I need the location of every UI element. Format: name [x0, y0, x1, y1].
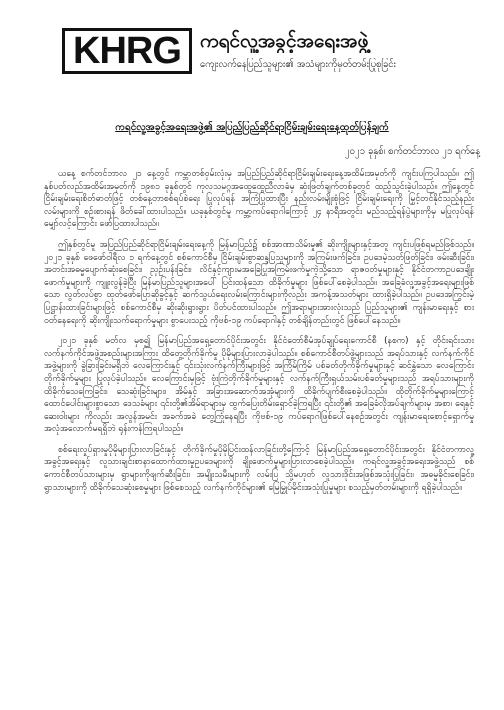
paragraph: စစ်ရေးလှုပ်ရှားမှုပိုမိုများပြားလာခြင်းနှင့် တိုက်ခိုက်မှုပိုမိုပြင်းထန်လာခြင်းတို့ကြောင့် မြန်မာပြည်အရှေ့တောင်ပိုင်းအတွင်း နိုင်ငံတကာလူ့အခွင့်အရေးနှင့် လူသားချင်းစာနာထောက်ထားမှုဥပဒေများကို ချိုးဖောက်မှုများပြားလာစေခဲ့ပါသည်။ ကရင်လူ့အခွင့်အရေးအဖွဲ့သည် စစ်ကောင်စီတပ်သားများမှ ရွာများကိုဖျက်ဆီးခြင်း၊ အမျိုးသမီးများကို လမ်းပြ သို့မဟုတ် လူသားဒိုင်းအဖြစ်အသုံးပြုခြင်း၊ အဓမ္မခိုင်းစေခြင်း၊ ရွာသားများကို ထိခိုက်သေဆုံးစေမှုများ ဖြစ်စေသည့် လက်နက်ကိုင်များ၏ မြေမြှုပ်မိုင်းအသုံးပြုမှုများ စသည့်မှတ်တမ်းများကို ရရှိခဲ့ပါသည်။: [44, 444, 474, 493]
logo-text: KHRG: [73, 30, 181, 72]
statement-body: [44, 168, 474, 502]
organization-name: ကရင်လူ့အခွင့်အရေးအဖွဲ့: [200, 30, 369, 52]
letterhead: [62, 28, 462, 76]
khrg-logo: [62, 28, 192, 74]
statement-date: ၂၀၂၁ ခုနှစ်၊ စက်တင်ဘာလ ၂၁ ရက်နေ့: [344, 146, 480, 157]
paragraph: ယနေ့ စက်တင်ဘာလ ၂၁ နေ့တွင် ကမ္ဘာတစ်ဝှမ်းလုံးမှ အပြည်ပြည်ဆိုင်ရာငြိမ်းချမ်းရေးနေ့အထိမ်းအမှတ်ကို ကျင်းပကြပါသည်။ ဤနှစ်ပတ်လည်အထိမ်းအမှတ်ကို ၁၉၈၁ ခုနှစ်တွင် ကုလသမဂ္ဂအထွေထွေညီလာခံမှ ဆုံးဖြတ်ချက်တစ်ခုတွင် ထည့်သွင်းခဲ့ပါသည်။ ဤနေ့တွင် ငြိမ်းချမ်းရေးစိတ်ဓာတ်ဖြင့် တစ်နေ့တာစစ်ရပ်စဲရေး ပြုလုပ်ရန် အကြံပြုထားပြီး နည်းလမ်းမျိုးစုံဖြင့် ငြိမ်းချမ်းရေးကို မြှင့်တင်နိုင်သည့်နည်းလမ်းများကို စဉ်းစားရန် ဖိတ်ခေါ်ထားပါသည်။ ယခုနှစ်တွင်မူ ကမ္ဘာ့ကပ်ရောဂါကြောင့် ၂၄ နာရီအတွင်း မည်သည့်ရန်ပွဲများကိုမှ မပြုလုပ်ရန် မျှော်လင့်ကြောင်း ဖော်ပြထားပါသည်။: [44, 169, 474, 230]
paragraph: ၂၀၂၁ ခုနှစ် မတ်လ မှစ၍ မြန်မာပြည်အရှေ့တောင်ပိုင်းအတွင်း နိုင်ငံတော်စီမံအုပ်ချုပ်ရေးကောင်စီ (နစက) နှင့် တိုင်းရင်းသား လက်နက်ကိုင်အဖွဲ့အစည်းများအကြား ထိတွေ့တိုက်ခိုက်မှု ပိုမိုများပြားလာခဲ့ပါသည်။ စစ်ကောင်စီတပ်ဖွဲ့များသည် အရပ်သားနှင့် လက်နက်ကိုင်အဖွဲ့များကို ခွဲခြားခြင်းမရှိဘဲ လေကြောင်းနှင့် ၎င်းသုံးလက်နက်ကြီးများဖြင့် အကြိမ်ကြိမ် ပစ်ခတ်တိုက်ခိုက်မှုများနှင့် ဆင်နွှဲသော လေကြောင်းတိုက်ခိုက်မှုများ ပြုလုပ်ခဲ့ပါသည်။ လေကြောင်းမှဖြင့် ဗုံးကြဲတိုက်ခိုက်မှုများနှင့် လက်နက်ကြီးရှယ်သမ်းပစ်ခတ်မှုများသည် အရပ်သားများကို ထိခိုက်သေကြေခြင်း၊ သေဆုံးခြင်းများ၊ အိမ်နှင့် အခြားအဆောက်အအုံများကို ထိခိုက်ပျက်စီးစေခဲ့ပါသည်။ ထိုတိုက်ခိုက်မှုများကြောင့် ထောင်ပေါင်းများစွာသော ဒေသခံများ ၎င်းတို့၏အိမ်ရာများမှ ထွက်ပြေးတိမ်းရှောင်ခဲ့ကြရပြီး ၎င်းတို့၏ အခြေခံလိုအပ်ချက်များမှ အစာ၊ ရေနှင့် ဆေးဝါးများ ကိုလည်း အလွန်အမင်း အခက်အခဲ တွေ့ကြုံနေရပြီး ကိုဗစ်-၁၉ ကပ်ရောဂါဖြစ်ပေါ်နေစဉ်အတွင်း ကျန်းမာရေးစောင့်ရှောက်မှု အလုံအလောက်မရရှိဘဲ ရုန်းကန်ကြရပါသည်။: [44, 336, 475, 435]
statement-title: ကရင်လူ့အခွင့်အရေးအဖွဲ့၏ အပြည်ပြည်ဆိုင်ရာငြိမ်းချမ်းရေးနေ့ထုတ်ပြန်ချက်: [115, 122, 389, 133]
paragraph: ဤနှစ်တွင်မူ အပြည်ပြည်ဆိုင်ရာငြိမ်းချမ်းရေးနေ့ကို မြန်မာပြည်၌ စစ်အာဏာသိမ်းမှု၏ ဆိုးကျိုးများနှင့်အတူ ကျင်းပဖြစ်ရမည်ဖြစ်သည်။ ၂၀၂၁ ခုနှစ် ဖေဖော်ဝါရီလ ၁ ရက်နေ့တွင် စစ်ကောင်စီမှ ငြိမ်းချမ်းစွာဆန္ဒပြသူများကို အကြမ်းဖက်ခြင်း၊ ဥပဒေမဲ့သတ်ဖြတ်ခြင်း၊ ဖမ်းဆီးခြင်း၊ အတင်းအဓမ္မပျောက်ဆုံးစေခြင်း၊ ညှဉ်းပန်းခြင်း၊ လိင်နှင့်ကျားမအခြေပြုအကြမ်းဖက်မှုကဲ့သို့သော ရာဇဝတ်မှုများနှင့် နိုင်ငံတကာဥပဒေချိုးဖောက်မှုများကို ကျူးလွန်ခဲ့ပြီး မြန်မာပြည်သူများအပေါ် ပြင်းထန်သော ထိခိုက်မှုများ ဖြစ်ပေါ်စေခဲ့ပါသည်။ အခြေခံလူ့အခွင့်အရေးများဖြစ်သော လွတ်လပ်စွာ ထုတ်ဖော်ပြောဆိုခွင့်နှင့် ဆက်သွယ်ရေးလမ်းကြောင်းများကိုလည်း အကန့်အသတ်များ ထားရှိခဲ့ပါသည်။ ဥပဒေအကြွင်းမဲ့ ပြဋ္ဌာန်းထားခြင်းများဖြင့် စစ်ကောင်စီမှ ဆိုးဆိုးရွားရွား ပိတ်ပင်ထားပါသည်။ ဤအရာများအားလုံးသည် ပြည်သူများ၏ ကျန်းမာရေးနှင့် စားဝတ်နေရေးကို ဆိုးကျိုးသက်ရောက်မှုများ စွာပေးသည့် ကိုဗစ်-၁၉ ကပ်ရောဂါနှင့် တစ်ချိန်တည်းတွင် ဖြစ်ပေါ်နေသည်။: [44, 239, 474, 326]
organization-tagline: ကျေးလက်နေပြည်သူများ၏ အသံများကိုမှတ်တမ်းပြုစုခြင်း: [200, 59, 396, 70]
